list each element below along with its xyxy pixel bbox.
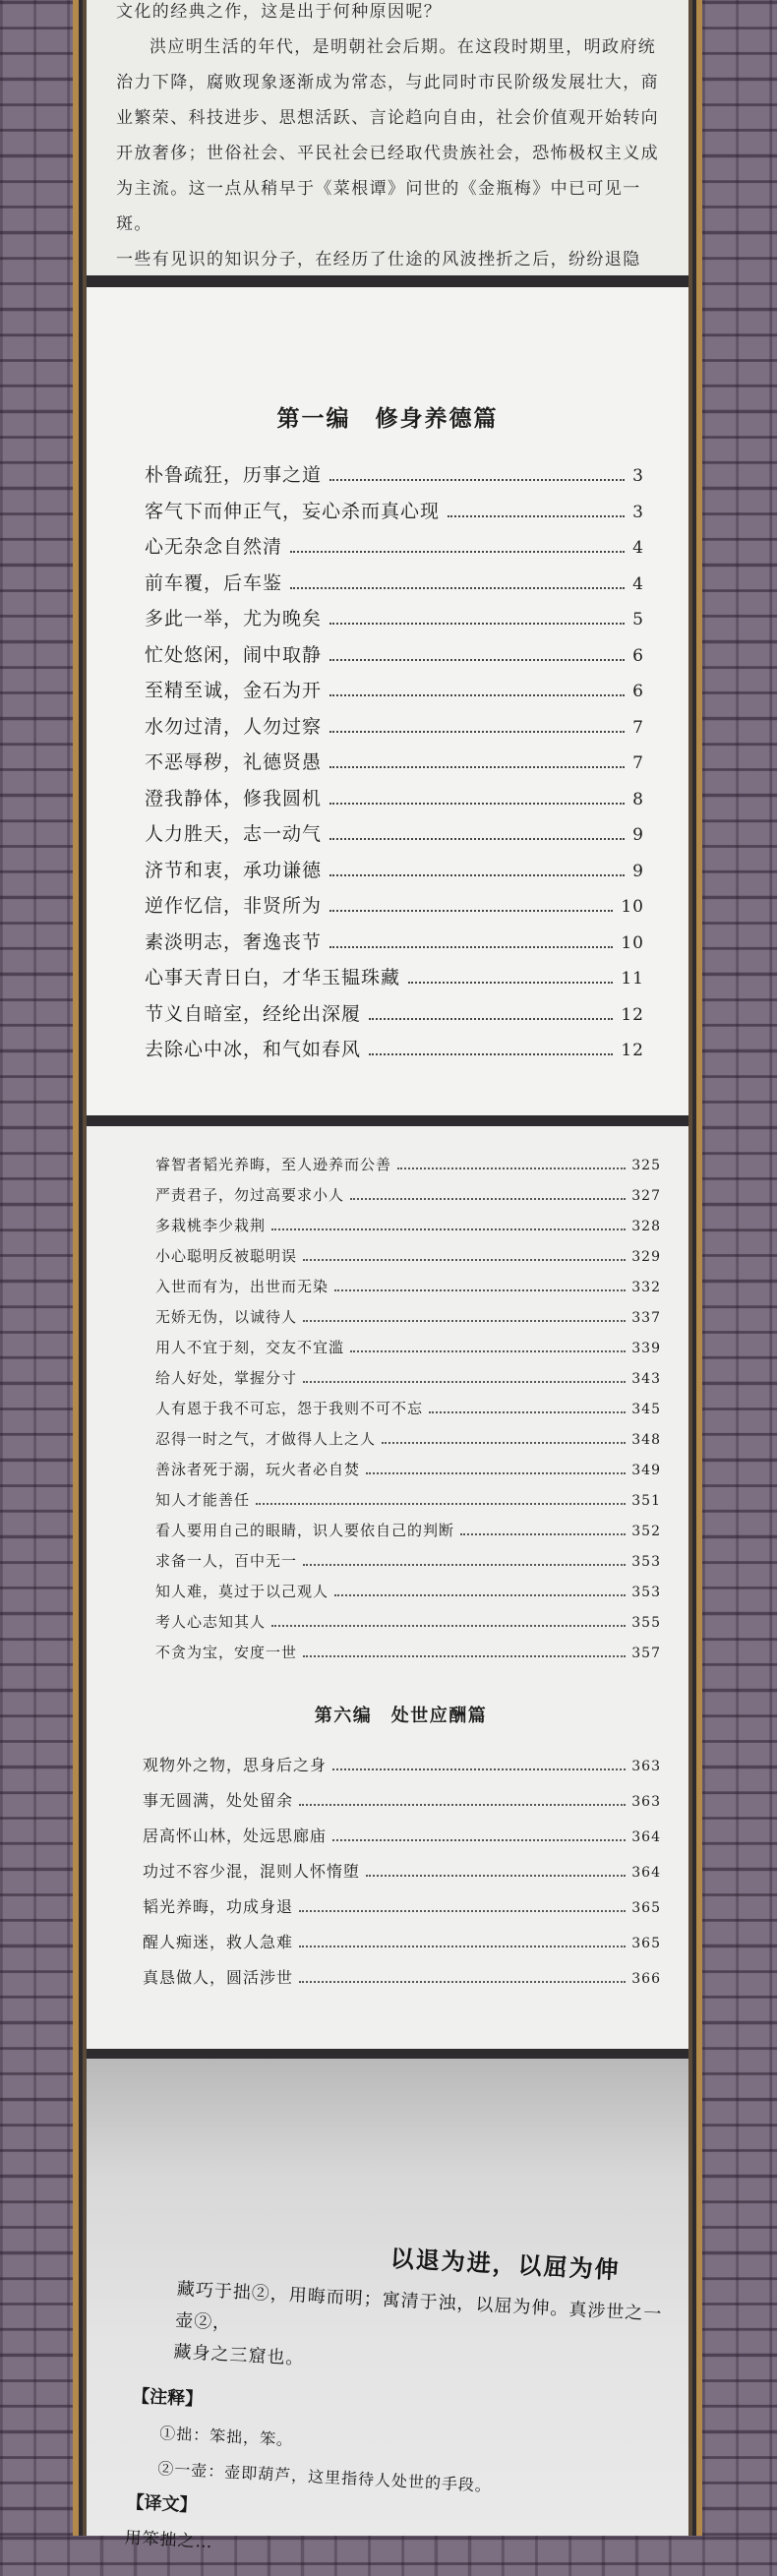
toc-entry[interactable] — [145, 712, 644, 749]
toc-entry-title: 居高怀山林，处远思廊庙 — [143, 1827, 328, 1845]
toc-entry[interactable] — [145, 819, 644, 856]
leader-dots — [329, 659, 625, 661]
toc-entry[interactable] — [145, 676, 644, 712]
toc-entry-title: 观物外之物，思身后之身 — [143, 1756, 328, 1774]
leader-dots — [329, 838, 625, 840]
quote-text — [173, 2274, 666, 2394]
leader-dots — [448, 515, 625, 517]
leader-dots — [290, 551, 625, 553]
leader-dots — [369, 1053, 613, 1055]
toc-entry-page: 357 — [631, 1646, 661, 1661]
toc-entry-page: 345 — [631, 1402, 661, 1417]
toc-entry[interactable] — [145, 497, 644, 533]
toc-entry-title: 素淡明志，奢逸丧节 — [145, 930, 323, 953]
toc-entry-title: 真恳做人，圆活涉世 — [143, 1968, 294, 1987]
leader-dots — [303, 1564, 626, 1566]
toc-entry-page: 11 — [621, 969, 644, 988]
toc-entry-title: 韬光养晦，功成身退 — [143, 1897, 294, 1916]
toc-entry-page: 339 — [631, 1341, 661, 1356]
toc-entry[interactable] — [143, 1894, 661, 1930]
toc-entry[interactable] — [145, 928, 644, 964]
toc-entry[interactable] — [155, 1184, 661, 1215]
toc-entry-page: 348 — [631, 1432, 661, 1448]
toc-entry-title: 小心聪明反被聪明误 — [155, 1247, 298, 1265]
toc-entry-page: 7 — [632, 753, 644, 773]
toc-entry-title: 功过不容少混，混则人怀惰堕 — [143, 1862, 361, 1881]
toc-entry[interactable] — [145, 604, 644, 640]
toc-entry-title: 逆作忆信，非贤所为 — [145, 895, 323, 917]
toc-entry-page: 12 — [621, 1041, 644, 1060]
preface-line: 开放奢侈；世俗社会、平民社会已经取代贵族社会，恐怖极权主义成 — [116, 144, 659, 163]
page-title: 以退为进，以屈为伸 — [389, 2244, 622, 2285]
toc-entry[interactable] — [155, 1459, 661, 1489]
toc-entry-page: 366 — [631, 1971, 661, 1987]
toc-entry-title: 严责君子，勿过高要求小人 — [155, 1186, 345, 1204]
toc-entry-title: 用人不宜于刻，交友不宜滥 — [155, 1339, 345, 1356]
toc-entry-page: 355 — [631, 1615, 661, 1631]
toc-entry-page: 7 — [632, 717, 644, 738]
toc-entry[interactable] — [145, 963, 644, 999]
leader-dots — [397, 1168, 626, 1169]
toc-entry[interactable] — [143, 1930, 661, 1965]
toc-entry-title: 去除心中冰，和气如春风 — [145, 1039, 362, 1060]
leader-dots — [329, 479, 625, 481]
toc-entry-title: 睿智者韬光养晦，至人逊养而公善 — [155, 1156, 392, 1173]
toc-entry[interactable] — [145, 1035, 644, 1071]
toc-entry-page: 364 — [631, 1865, 661, 1881]
toc-entry-title: 入世而有为，出世而无染 — [155, 1278, 329, 1295]
toc-entry-title: 善泳者死于溺，玩火者必自焚 — [155, 1461, 361, 1478]
toc-entry-title: 至精至诚，金石为开 — [145, 680, 323, 701]
toc-entry-page: 325 — [631, 1158, 661, 1173]
leader-dots — [299, 1981, 626, 1983]
translation-heading: 【译文】 — [125, 2491, 198, 2517]
leader-dots — [366, 1472, 626, 1474]
toc-entry[interactable] — [155, 1550, 661, 1581]
leader-dots — [429, 1411, 626, 1413]
toc-entry-page: 6 — [632, 682, 644, 701]
toc-entry-page: 351 — [631, 1493, 661, 1509]
toc-page-1 — [87, 287, 688, 1115]
toc-entry[interactable] — [155, 1520, 661, 1550]
toc-entry-page: 9 — [632, 825, 644, 845]
toc-entry-page: 328 — [631, 1219, 661, 1234]
leader-dots — [329, 766, 625, 768]
toc-entry[interactable] — [145, 784, 644, 820]
leader-dots — [366, 1875, 626, 1877]
toc-entry-page: 364 — [631, 1829, 661, 1845]
text-page — [90, 2224, 668, 2575]
preface-line: 文化的经典之作，这是出于何种原因呢？ — [116, 2, 443, 22]
toc-entry-page: 363 — [631, 1759, 661, 1774]
toc-entry-page: 337 — [631, 1310, 661, 1326]
toc-entry-title: 考人心志知其人 — [155, 1613, 267, 1631]
toc-entry-title: 知人难，莫过于以己观人 — [155, 1583, 329, 1600]
leader-dots — [290, 587, 625, 589]
toc-entry-title: 澄我静体，修我圆机 — [145, 787, 323, 809]
leader-dots — [329, 731, 625, 733]
toc-entry[interactable] — [145, 569, 644, 605]
leader-dots — [329, 946, 613, 948]
toc-entry[interactable] — [155, 1337, 661, 1367]
toc-entry[interactable] — [155, 1611, 661, 1642]
toc-entry-page: 332 — [631, 1280, 661, 1295]
leader-dots — [303, 1381, 626, 1383]
toc-entry[interactable] — [155, 1215, 661, 1245]
leader-dots — [256, 1503, 626, 1505]
toc-entry-title: 求备一人，百中无一 — [155, 1552, 298, 1570]
preface-line: 为主流。这一点从稍早于《菜根谭》问世的《金瓶梅》中已可见一斑。 — [116, 179, 641, 234]
toc-entry-title: 多栽桃李少栽荆 — [155, 1217, 267, 1234]
toc-entry[interactable] — [145, 748, 644, 784]
toc-entry-title: 看人要用自己的眼睛，识人要依自己的判断 — [155, 1522, 455, 1539]
toc-entry-page: 6 — [632, 645, 644, 666]
toc-entry-title: 无娇无伪，以诚待人 — [155, 1308, 298, 1326]
toc-entry[interactable] — [145, 640, 644, 677]
leader-dots — [299, 1910, 626, 1912]
note-item: ①拙：笨拙，笨。 — [158, 2424, 294, 2450]
toc-entry-page: 3 — [632, 466, 644, 486]
leader-dots — [329, 874, 625, 876]
toc-entry-title: 节义自暗室，经纶出深履 — [145, 1002, 362, 1025]
toc-entry-page: 3 — [632, 502, 644, 522]
toc-entry-page: 365 — [631, 1900, 661, 1916]
toc-entry-title: 知人才能善任 — [155, 1491, 251, 1509]
toc-entry-page: 349 — [631, 1463, 661, 1478]
toc-entry-page: 327 — [631, 1188, 661, 1204]
toc-entry-title: 不恶辱秽，礼德贤愚 — [145, 751, 323, 773]
leader-dots — [334, 1289, 626, 1291]
toc-entry[interactable] — [155, 1154, 661, 1184]
leader-dots — [271, 1228, 626, 1230]
toc-entry-page: 352 — [631, 1524, 661, 1539]
toc-list — [141, 1154, 661, 1672]
preface-line: 业繁荣、科技进步、思想活跃、言论趋向自由，社会价值观开始转向 — [116, 108, 659, 128]
toc-entry-title: 人有恩于我不可忘，怨于我则不可不忘 — [155, 1400, 424, 1417]
toc-entry-page: 353 — [631, 1585, 661, 1600]
leader-dots — [332, 1839, 626, 1841]
toc-entry[interactable] — [155, 1367, 661, 1398]
toc-entry-page: 10 — [621, 897, 644, 917]
toc-entry-page: 363 — [631, 1794, 661, 1810]
section-heading: 第六编 处世应酬篇 — [314, 1706, 488, 1726]
toc-entry-title: 济节和衷，承功谦德 — [145, 859, 323, 881]
toc-entry[interactable] — [145, 532, 644, 569]
leader-dots — [271, 1625, 626, 1627]
toc-entry-title: 心事天青日白，才华玉韫珠藏 — [145, 967, 401, 988]
toc-entry-title: 多此一举，尤为晚矣 — [145, 608, 323, 629]
preface-page — [87, 0, 688, 275]
toc-entry[interactable] — [143, 1753, 661, 1788]
leader-dots — [299, 1946, 626, 1947]
toc-entry[interactable] — [145, 856, 644, 892]
leader-dots — [329, 910, 613, 912]
leader-dots — [303, 1320, 626, 1322]
toc-entry-title: 客气下而伸正气，妄心杀而真心现 — [145, 500, 441, 522]
toc-entry[interactable] — [143, 1859, 661, 1894]
preface-line: 一些有见识的知识分子，在经历了仕途的风波挫折之后，纷纷退隐 — [116, 250, 641, 270]
toc-entry-title: 前车覆，后车鉴 — [145, 571, 283, 594]
leader-dots — [350, 1198, 626, 1200]
leader-dots — [303, 1655, 626, 1657]
toc-entry[interactable] — [155, 1489, 661, 1520]
toc-entry-page: 4 — [632, 538, 644, 558]
leader-dots — [350, 1350, 626, 1352]
section-heading: 第一编 修身养德篇 — [276, 405, 499, 432]
toc-entry[interactable] — [143, 1824, 661, 1859]
leader-dots — [334, 1594, 626, 1596]
leader-dots — [382, 1442, 626, 1444]
toc-entry-title: 人力胜天，志一动气 — [145, 823, 323, 845]
leader-dots — [329, 694, 625, 696]
toc-entry-title: 忙处悠闲，闹中取静 — [145, 643, 323, 666]
toc-entry-page: 10 — [621, 932, 644, 953]
toc-page-2 — [87, 1126, 688, 2049]
toc-entry-title: 忍得一时之气，才做得人上之人 — [155, 1430, 377, 1448]
leader-dots — [299, 1804, 626, 1806]
leader-dots — [303, 1259, 626, 1261]
toc-entry-page: 353 — [631, 1554, 661, 1570]
toc-entry-title: 事无圆满，处处留余 — [143, 1791, 294, 1810]
toc-list — [141, 1753, 661, 2001]
toc-entry[interactable] — [155, 1306, 661, 1337]
notes-heading: 【注释】 — [131, 2385, 204, 2411]
leader-dots — [460, 1533, 626, 1535]
toc-entry[interactable] — [155, 1581, 661, 1611]
leader-dots — [329, 803, 625, 805]
toc-entry-title: 朴鲁疏狂，历事之道 — [145, 464, 323, 486]
toc-entry[interactable] — [143, 1788, 661, 1824]
toc-entry-title: 水勿过清，人勿过察 — [145, 715, 323, 738]
toc-entry[interactable] — [155, 1428, 661, 1459]
toc-entry[interactable] — [155, 1276, 661, 1306]
toc-entry[interactable] — [145, 999, 644, 1036]
toc-entry-title: 给人好处，掌握分寸 — [155, 1369, 298, 1387]
preface-line: 洪应明生活的年代，是明朝社会后期。在这段时期里，明政府统 — [149, 37, 657, 57]
note-item: ②一壶：壶即葫芦，这里指待人处世的手段。 — [156, 2459, 493, 2495]
toc-entry-title: 醒人痴迷，救人急难 — [143, 1933, 294, 1951]
toc-entry[interactable] — [145, 460, 644, 497]
leader-dots — [329, 623, 625, 625]
toc-entry-page: 329 — [631, 1249, 661, 1265]
toc-entry[interactable] — [143, 1965, 661, 2001]
leader-dots — [369, 1018, 613, 1020]
preface-line: 治力下降，腐败现象逐渐成为常态，与此同时市民阶级发展壮大，商 — [116, 73, 659, 92]
leader-dots — [332, 1768, 626, 1770]
text-page-photo — [87, 2059, 688, 2553]
toc-entry-title: 心无杂念自然清 — [145, 536, 283, 558]
toc-entry-page: 9 — [632, 861, 644, 881]
toc-entry-page: 5 — [632, 610, 644, 629]
toc-entry-page: 4 — [632, 573, 644, 594]
quote-line: 藏身之三窟也。 — [173, 2341, 305, 2369]
toc-entry[interactable] — [155, 1245, 661, 1276]
quote-line: 藏巧于拙②，用晦而明；寓清于浊，以屈为伸。真涉世之一壶②， — [174, 2278, 663, 2334]
toc-list — [131, 460, 644, 1071]
toc-entry-page: 12 — [621, 1004, 644, 1025]
toc-entry-page: 343 — [631, 1371, 661, 1387]
toc-entry[interactable] — [145, 891, 644, 928]
translation-text: 用笨拙之… — [124, 2528, 214, 2553]
toc-entry[interactable] — [155, 1398, 661, 1428]
toc-entry[interactable] — [155, 1642, 661, 1672]
toc-entry-title: 不贪为宝，安度一世 — [155, 1644, 298, 1661]
toc-entry-page: 8 — [632, 789, 644, 809]
leader-dots — [408, 982, 613, 984]
toc-entry-page: 365 — [631, 1936, 661, 1951]
